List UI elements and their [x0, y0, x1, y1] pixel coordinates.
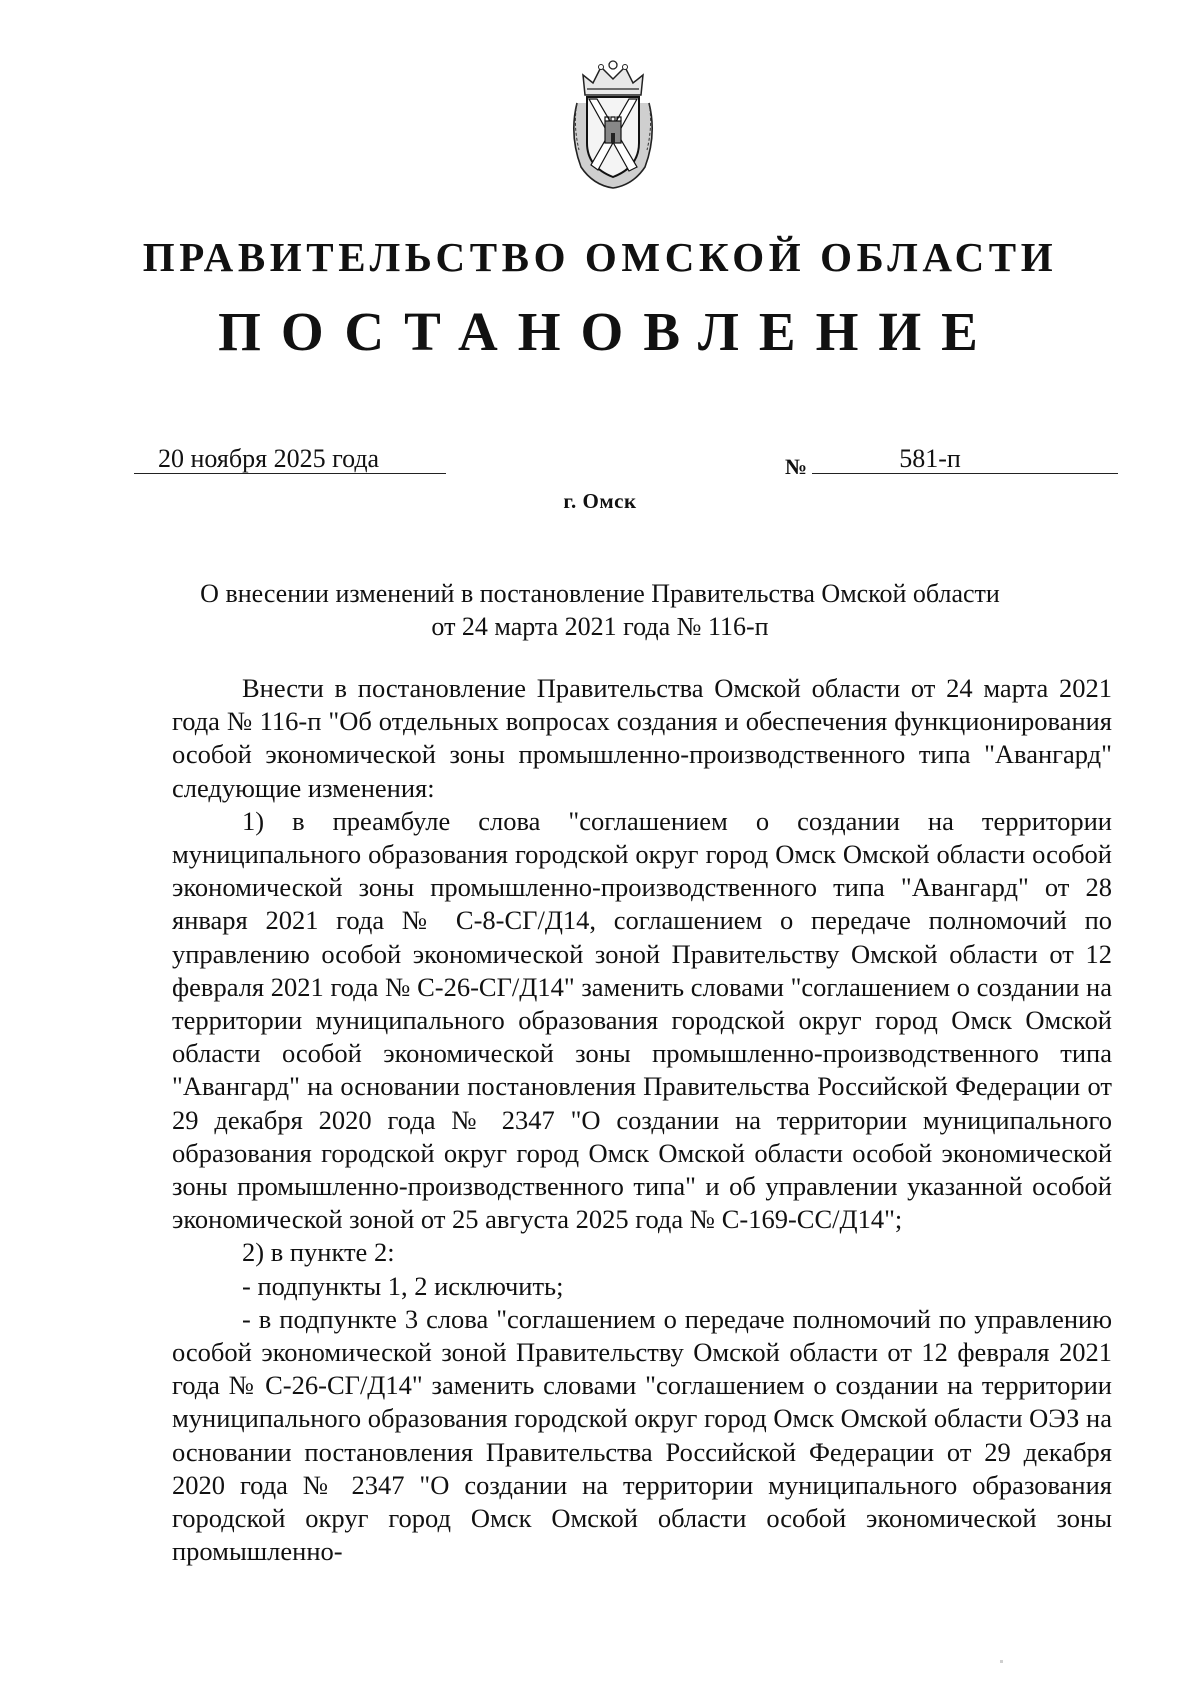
item-1-paragraph: 1) в преамбуле слова "соглашением о создании на территории муниципального образования городской округ город Омск Омской области особой экономической зоны промышленно-производственного типа "Авангард" от 28 января 2021 года № С-8-СГ/Д14, соглашением о передаче полномочий по управлению особой экономической зоной Правительству Омской области от 12 февраля 2021 года № С-26-СГ/Д14" заменить словами "соглашением о создании на территории муниципального образования городской округ город Омск Омской области особой экономической зоны промышленно-производственного типа "Авангард" на основании постановления Правительства Российской Федерации от 29 декабря 2020 года № 2347 "О создании на территории муниципального образования городской округ город Омск Омской области особой экономической зоны промышленно-производственного типа" и об управлении указанной особой экономической зоной от 25 августа 2025 года № С-169-СС/Д14"; — [172, 805, 1112, 1235]
government-name: ПРАВИТЕЛЬСТВО ОМСКОЙ ОБЛАСТИ — [142, 234, 1058, 280]
item-2b-paragraph: - в подпункте 3 слова "соглашением о передаче полномочий по управлению особой экономической зоной Правительству Омской области от 12 февраля 2021 года № С-26-СГ/Д14" заменить словами "соглашением о создании на территории муниципального образования городской округ город Омск Омской области ОЭЗ на основании постановления Правительства Российской Федерации от 29 декабря 2020 года № 2347 "О создании на территории муниципального образования городской округ город Омск Омской области особой экономической зоны промышленно- — [172, 1303, 1112, 1567]
document-number: 581-п — [812, 444, 1118, 474]
document-type: ПОСТАНОВЛЕНИЕ — [218, 301, 998, 362]
subject-line-2: от 24 марта 2021 года № 116-п — [431, 612, 769, 641]
scan-speck — [1000, 1660, 1003, 1663]
number-sign: № — [785, 454, 808, 479]
document-subject — [150, 577, 1050, 643]
item-2a-paragraph: - подпункты 1, 2 исключить; — [242, 1270, 564, 1301]
subject-line-1: О внесении изменений в постановление Правительства Омской области — [200, 579, 1000, 608]
coat-of-arms-emblem — [567, 55, 659, 190]
document-city: г. Омск — [563, 489, 637, 513]
item-2-paragraph: 2) в пункте 2: — [242, 1237, 395, 1268]
intro-paragraph: Внести в постановление Правительства Омской области от 24 марта 2021 года № 116-п "Об отдельных вопросах создания и обеспечения функционирования особой экономической зоны промышленно-производственного типа "Авангард" следующие изменения: — [172, 673, 1112, 803]
document-body — [172, 672, 1112, 1568]
document-date: 20 ноября 2025 года — [134, 444, 446, 474]
